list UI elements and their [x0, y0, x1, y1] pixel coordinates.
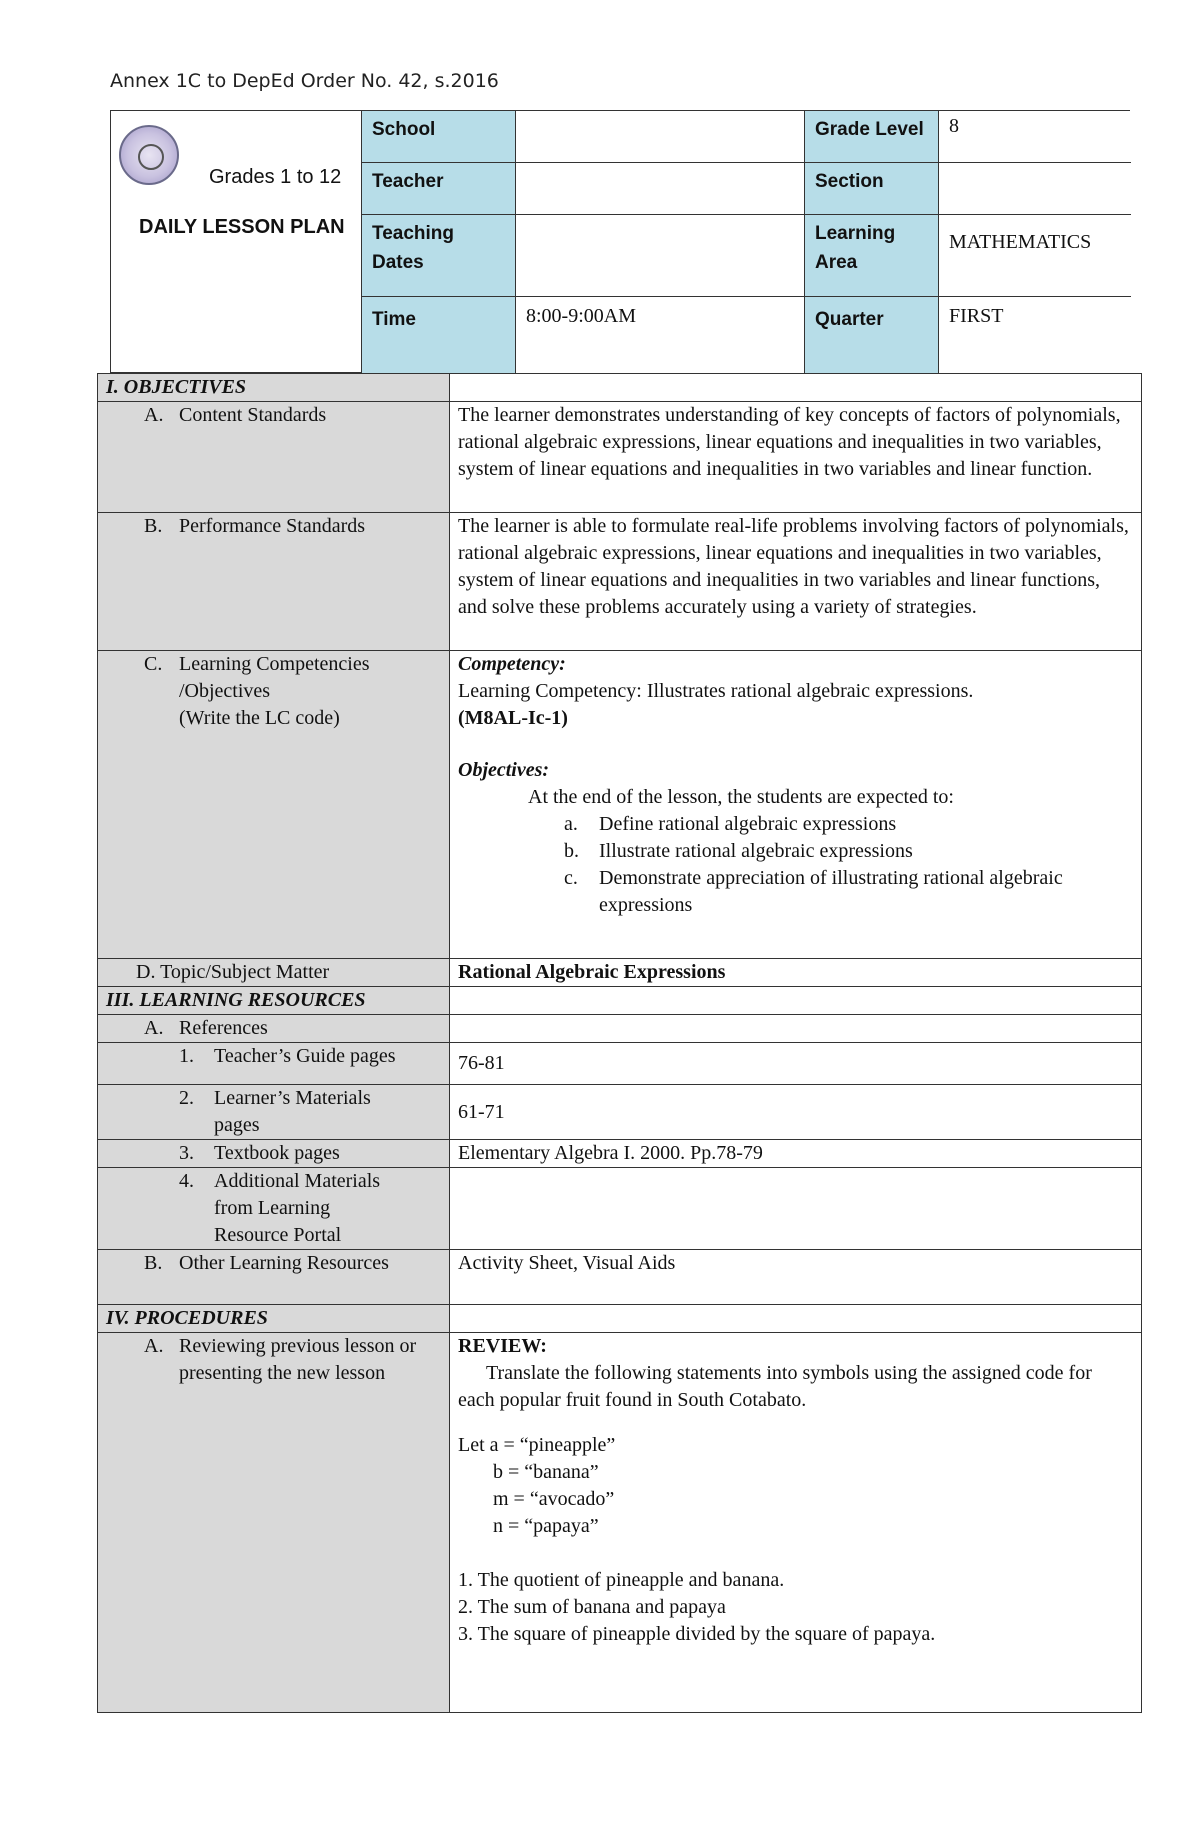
procedures-section-blank — [450, 1305, 1142, 1333]
content-standards-label — [98, 402, 450, 513]
let-n: n = “papaya” — [493, 1515, 599, 1537]
table-row — [98, 1085, 1142, 1140]
let-m: m = “avocado” — [493, 1488, 615, 1510]
table-row — [98, 1015, 1142, 1043]
section-field[interactable] — [938, 163, 1131, 215]
additional-materials-value — [450, 1168, 1142, 1250]
table-row — [98, 1168, 1142, 1250]
competency-code: (M8AL-Ic-1) — [458, 707, 568, 729]
textbook-text-label: Textbook pages — [214, 1142, 340, 1164]
topic-text: Rational Algebraic Expressions — [450, 959, 1142, 987]
list-item — [458, 865, 1133, 919]
time-field[interactable]: 8:00-9:00AM — [515, 297, 804, 373]
objectives-section-title: I. OBJECTIVES — [98, 374, 450, 402]
objectives-intro: At the end of the lesson, the students are expected to: — [528, 786, 954, 808]
learning-area-label — [804, 215, 938, 297]
additional-materials-text-label: Additional Materials from Learning Resource Portal — [214, 1170, 381, 1246]
objectives-section-blank — [450, 374, 1142, 402]
other-resources-num: B. — [144, 1252, 163, 1274]
grade-level-field[interactable]: 8 — [938, 111, 1131, 163]
learning-competencies-label-2: /Objectives — [179, 680, 271, 702]
let-b: b = “banana” — [493, 1461, 599, 1483]
teaching-dates-field[interactable] — [515, 215, 804, 297]
resources-section-blank — [450, 987, 1142, 1015]
review-content — [450, 1333, 1142, 1713]
references-label — [98, 1015, 450, 1043]
table-row — [98, 1043, 1142, 1085]
deped-seal-icon — [119, 125, 179, 185]
performance-standards-text-label: Performance Standards — [179, 515, 366, 537]
learning-area-label-line2: Area — [815, 252, 858, 273]
teacher-field[interactable] — [515, 163, 804, 215]
textbook-value: Elementary Algebra I. 2000. Pp.78-79 — [450, 1140, 1142, 1168]
list-item: 2. The sum of banana and papaya — [458, 1596, 726, 1618]
daily-lesson-plan-title: DAILY LESSON PLAN — [139, 216, 345, 238]
objectives-heading: Objectives: — [458, 759, 550, 781]
table-row — [98, 1305, 1142, 1333]
performance-standards-text: The learner is able to formulate real-life problems involving factors of polynomials, rational algebraic expressions, linear equations and inequalities in two variables, system of linear equations and inequalities in two variables and linear functions, and solve these problems accurately using a variety of strategies. — [450, 513, 1142, 651]
list-item — [458, 811, 1133, 838]
table-row — [98, 959, 1142, 987]
let-a: Let a = “pineapple” — [458, 1434, 616, 1456]
learning-competencies-label-1: Learning Competencies — [179, 653, 370, 675]
procedures-section-title: IV. PROCEDURES — [98, 1305, 450, 1333]
table-row — [98, 374, 1142, 402]
competency-heading: Competency: — [458, 653, 566, 675]
content-standards-text-label: Content Standards — [179, 404, 327, 426]
teaching-dates-label-line1: Teaching — [372, 223, 454, 244]
learning-area-field[interactable]: MATHEMATICS — [938, 215, 1131, 297]
objective-c: Demonstrate appreciation of illustrating rational algebraic expressions — [599, 867, 1063, 916]
references-blank — [450, 1015, 1142, 1043]
table-row — [98, 1333, 1142, 1713]
learning-competencies-num: C. — [144, 653, 163, 675]
other-resources-text-label: Other Learning Resources — [179, 1252, 389, 1274]
content-standards-num: A. — [144, 404, 164, 426]
additional-materials-num: 4. — [179, 1170, 194, 1192]
school-field[interactable] — [515, 111, 804, 163]
time-label: Time — [361, 297, 515, 373]
reviewing-lesson-text-label: Reviewing previous lesson or presenting the new lesson — [179, 1335, 417, 1384]
list-item: 3. The square of pineapple divided by the square of papaya. — [458, 1623, 936, 1645]
textbook-num: 3. — [179, 1142, 194, 1164]
learners-materials-num: 2. — [179, 1087, 194, 1109]
teacher-label: Teacher — [361, 163, 515, 215]
competency-text: Learning Competency: Illustrates rational algebraic expressions. — [458, 680, 974, 702]
teachers-guide-label — [98, 1043, 450, 1085]
list-item: 1. The quotient of pineapple and banana. — [458, 1569, 785, 1591]
learning-competencies-label-3: (Write the LC code) — [179, 707, 340, 729]
header-logo-area — [111, 111, 361, 372]
table-row — [98, 987, 1142, 1015]
section-label: Section — [804, 163, 938, 215]
textbook-label — [98, 1140, 450, 1168]
review-instruction: Translate the following statements into symbols using the assigned code for each popular fruit found in South Cotabato. — [458, 1362, 1092, 1411]
references-num: A. — [144, 1017, 164, 1039]
school-label: School — [361, 111, 515, 163]
performance-standards-num: B. — [144, 515, 163, 537]
table-row — [98, 513, 1142, 651]
reviewing-lesson-label — [98, 1333, 450, 1713]
quarter-field[interactable]: FIRST — [938, 297, 1131, 373]
other-resources-label — [98, 1250, 450, 1305]
grades-label: Grades 1 to 12 — [209, 166, 342, 188]
objective-a: Define rational algebraic expressions — [599, 813, 897, 835]
quarter-label: Quarter — [804, 297, 938, 373]
topic-label: D. Topic/Subject Matter — [98, 959, 450, 987]
annex-reference: Annex 1C to DepEd Order No. 42, s.2016 — [110, 70, 499, 92]
learning-competencies-label — [98, 651, 450, 959]
table-row — [98, 1140, 1142, 1168]
teachers-guide-value: 76-81 — [450, 1043, 1142, 1085]
teachers-guide-text-label: Teacher’s Guide pages — [214, 1045, 396, 1067]
header-grid — [361, 111, 1129, 372]
objective-b: Illustrate rational algebraic expressions — [599, 840, 913, 862]
references-text-label: References — [179, 1017, 268, 1039]
review-heading: REVIEW: — [458, 1335, 547, 1357]
resources-section-title: III. LEARNING RESOURCES — [98, 987, 450, 1015]
table-row — [98, 1250, 1142, 1305]
teaching-dates-label — [361, 215, 515, 297]
teaching-dates-label-line2: Dates — [372, 252, 424, 273]
additional-materials-label — [98, 1168, 450, 1250]
objective-b-num: b. — [564, 840, 579, 862]
list-item — [458, 838, 1133, 865]
table-row — [98, 651, 1142, 959]
reviewing-lesson-num: A. — [144, 1335, 164, 1357]
content-standards-text: The learner demonstrates understanding of key concepts of factors of polynomials, rational algebraic expressions, linear equations and inequalities in two variables, system of linear equations and inequalities in two variables and linear function. — [450, 402, 1142, 513]
objective-a-num: a. — [564, 813, 578, 835]
learning-area-label-line1: Learning — [815, 223, 896, 244]
grade-level-label: Grade Level — [804, 111, 938, 163]
learning-competencies-content — [450, 651, 1142, 959]
learners-materials-text-label: Learner’s Materials pages — [214, 1087, 371, 1136]
lesson-plan-header — [110, 110, 1130, 373]
other-resources-value: Activity Sheet, Visual Aids — [450, 1250, 1142, 1305]
lesson-plan-table — [97, 373, 1142, 1713]
table-row — [98, 402, 1142, 513]
objective-c-num: c. — [564, 867, 578, 889]
learners-materials-value: 61-71 — [450, 1085, 1142, 1140]
learners-materials-label — [98, 1085, 450, 1140]
performance-standards-label — [98, 513, 450, 651]
teachers-guide-num: 1. — [179, 1045, 194, 1067]
